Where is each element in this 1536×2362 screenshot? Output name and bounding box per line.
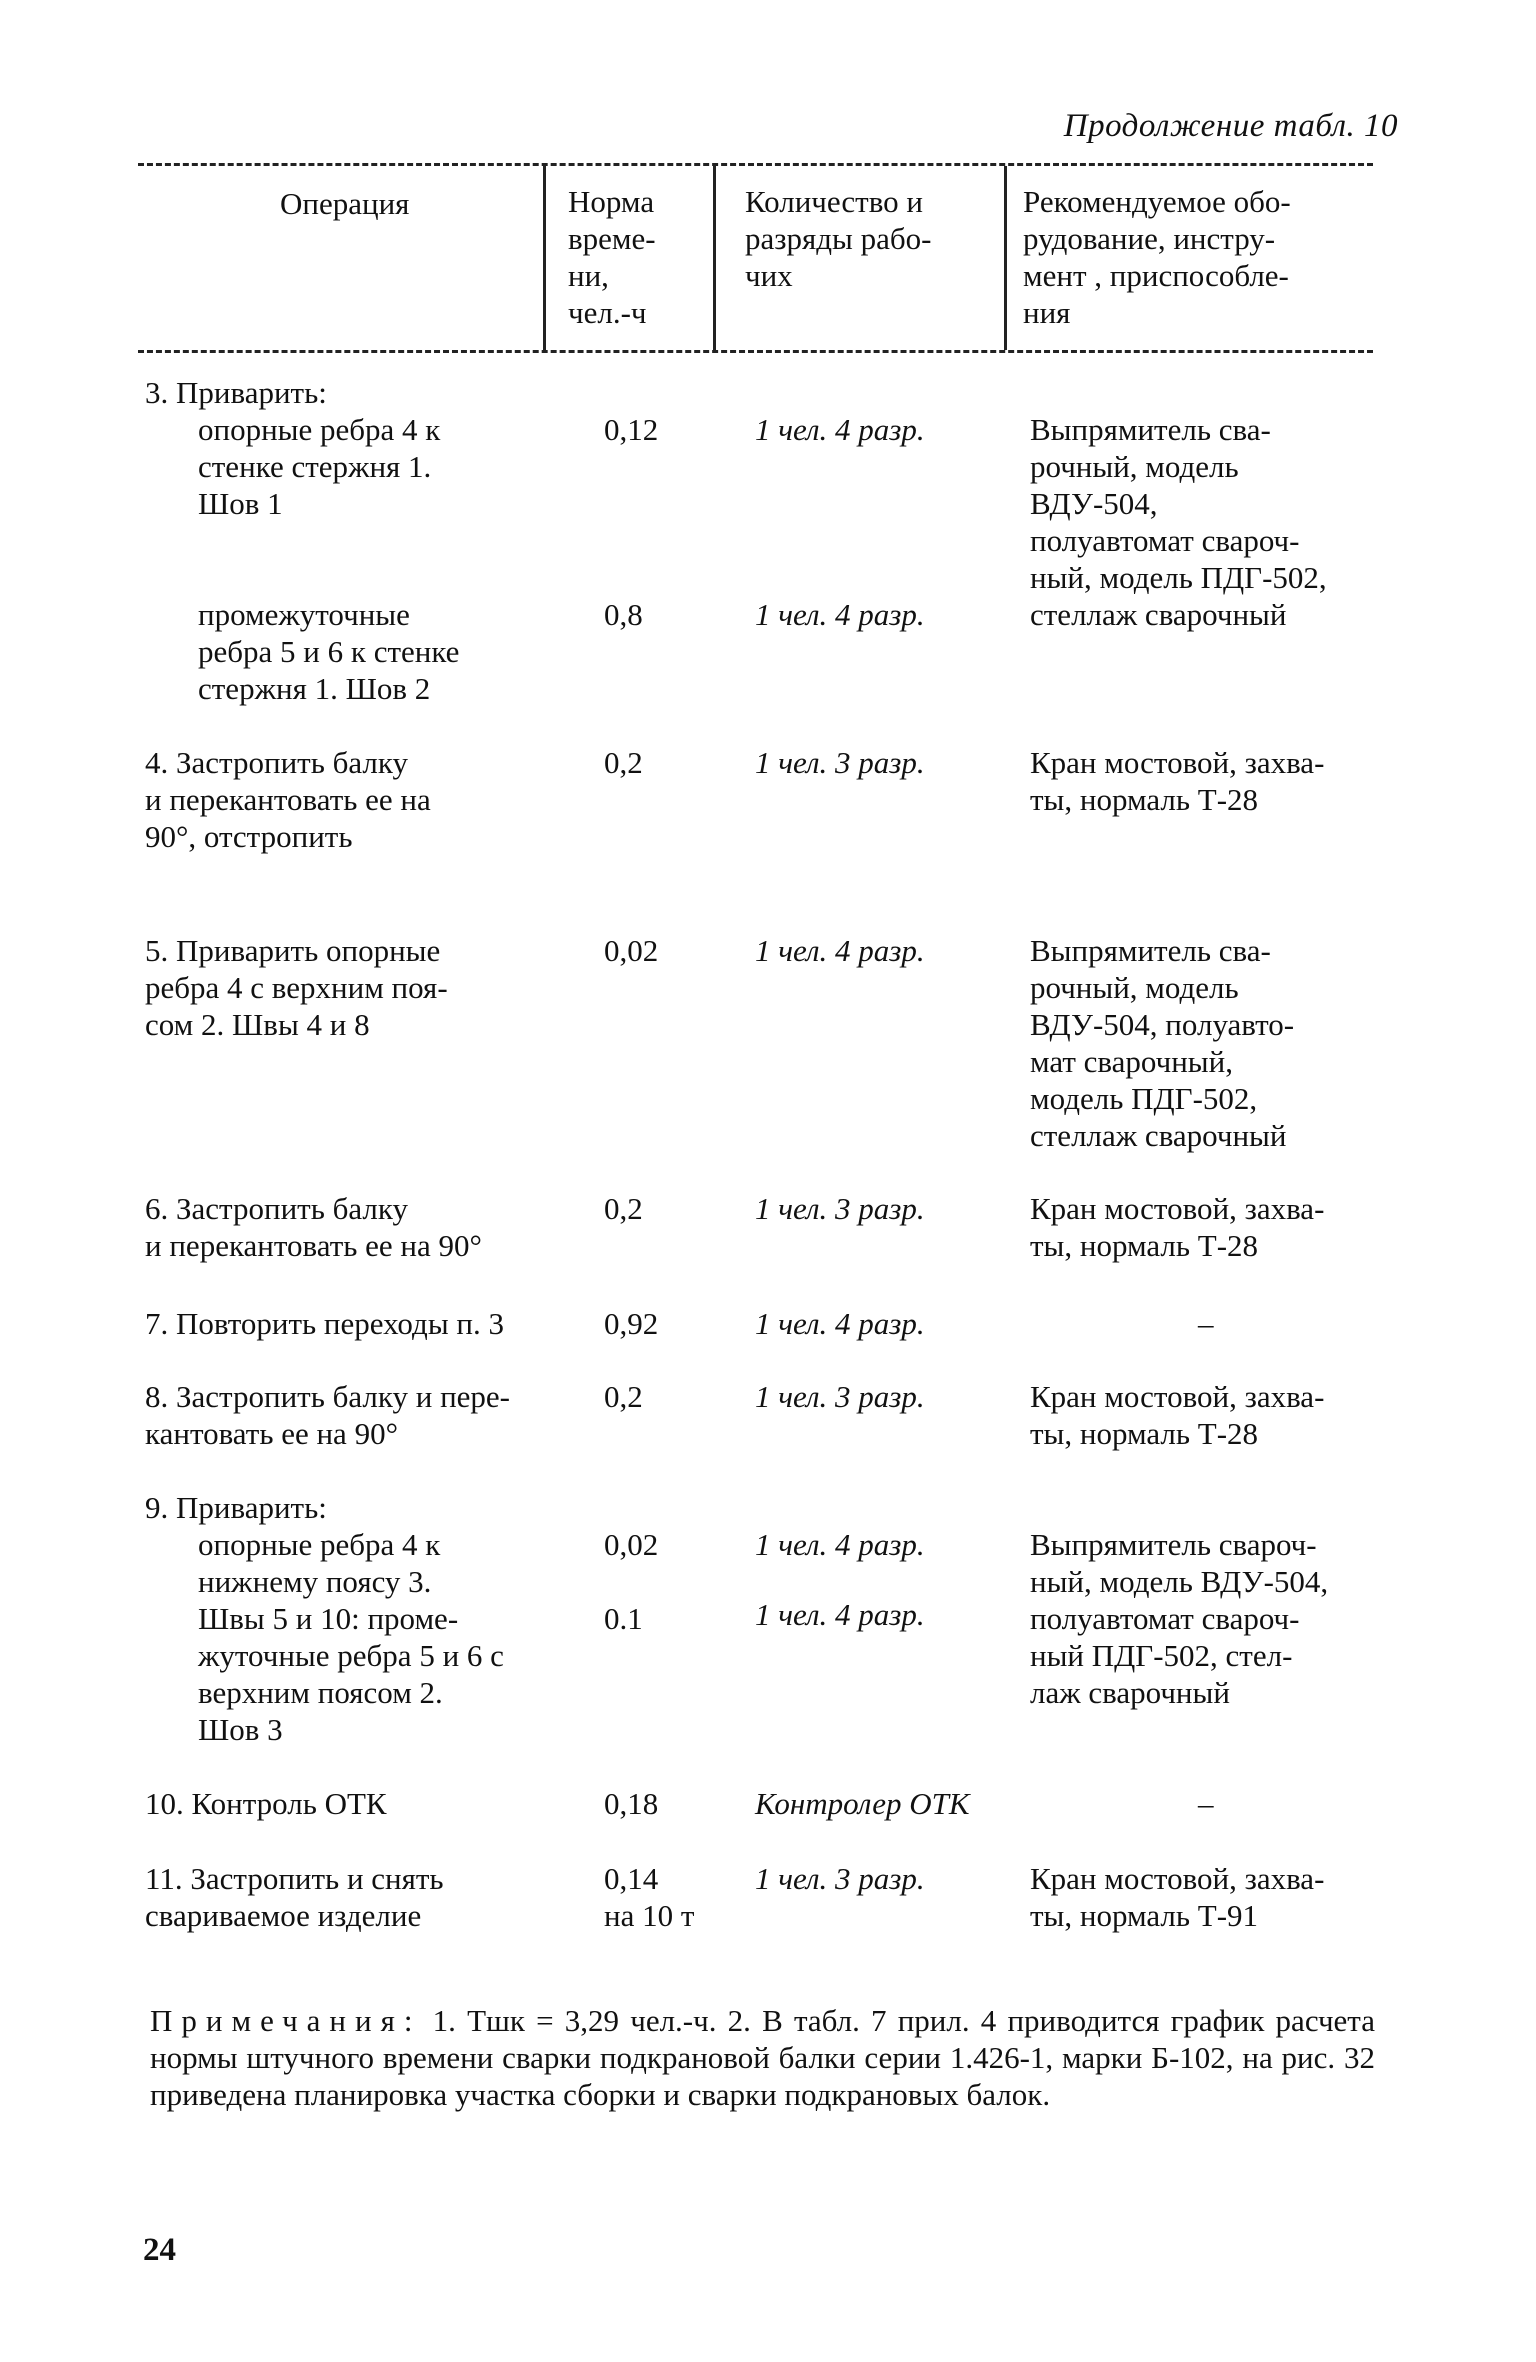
row-4-equipment: Кран мостовой, захва- ты, нормаль Т-28 bbox=[1030, 745, 1325, 817]
header-norm: Норма време- ни, чел.-ч bbox=[568, 184, 656, 330]
row-7-equipment: – bbox=[1198, 1306, 1214, 1341]
row-3-quantity-a: 1 чел. 4 разр. bbox=[755, 412, 925, 447]
header-equipment: Рекомендуемое обо- рудование, инстру- мент , приспособле- ния bbox=[1023, 184, 1291, 330]
row-3-quantity-b: 1 чел. 4 разр. bbox=[755, 597, 925, 632]
row-4-norm: 0,2 bbox=[604, 745, 643, 780]
notes-text: 1. Тшк = 3,29 чел.-ч. 2. В табл. 7 прил. 4 приводится график расчета нормы штучного времени сварки подкрановой балки серии 1.426-1, марки Б-102, на рис. 32 приведена планировка участка сборки и сварки подкрановых балок. bbox=[150, 2003, 1375, 2112]
table-continuation-label: Продолжение табл. 10 bbox=[1063, 108, 1398, 144]
row-9-operation-heading: 9. Приварить: bbox=[145, 1490, 327, 1525]
row-6-quantity: 1 чел. 3 разр. bbox=[755, 1191, 925, 1226]
row-3-norm-a: 0,12 bbox=[604, 412, 659, 447]
row-9-norm-b: 0.1 bbox=[604, 1601, 643, 1636]
row-4-quantity: 1 чел. 3 разр. bbox=[755, 745, 925, 780]
row-5-quantity: 1 чел. 4 разр. bbox=[755, 933, 925, 968]
header-divider bbox=[543, 166, 546, 350]
row-3-equipment: Выпрямитель сва- рочный, модель ВДУ-504, полуавтомат свароч- ный, модель ПДГ-502, стеллаж сварочный bbox=[1030, 412, 1327, 632]
row-3-operation-heading: 3. Приварить: bbox=[145, 375, 327, 410]
table-header-bottom-rule bbox=[138, 350, 1373, 353]
header-quantity: Количество и разряды рабо- чих bbox=[745, 184, 932, 293]
row-10-norm: 0,18 bbox=[604, 1786, 659, 1821]
row-4-operation: 4. Застропить балку и перекантовать ее на 90°, отстропить bbox=[145, 745, 431, 854]
row-5-equipment: Выпрямитель сва- рочный, модель ВДУ-504, полуавто- мат сварочный, модель ПДГ-502, стеллаж сварочный bbox=[1030, 933, 1295, 1153]
row-3-norm-b: 0,8 bbox=[604, 597, 643, 632]
row-8-quantity: 1 чел. 3 разр. bbox=[755, 1379, 925, 1414]
header-divider bbox=[713, 166, 716, 350]
row-9-quantity-a: 1 чел. 4 разр. bbox=[755, 1527, 925, 1562]
table-notes bbox=[150, 2002, 1375, 2113]
row-7-quantity: 1 чел. 4 разр. bbox=[755, 1306, 925, 1341]
row-11-equipment: Кран мостовой, захва- ты, нормаль Т-91 bbox=[1030, 1861, 1325, 1933]
row-3-operation-a: опорные ребра 4 к стенке стержня 1. Шов 1 bbox=[198, 412, 441, 521]
table-top-rule bbox=[138, 163, 1373, 166]
row-9-operation: опорные ребра 4 к нижнему поясу 3. Швы 5 и 10: проме- жуточные ребра 5 и 6 с верхним поясом 2. Шов 3 bbox=[198, 1527, 504, 1747]
page-number: 24 bbox=[143, 2232, 176, 2268]
notes-lead: Примечания: bbox=[150, 2003, 422, 2038]
row-5-norm: 0,02 bbox=[604, 933, 659, 968]
row-6-equipment: Кран мостовой, захва- ты, нормаль Т-28 bbox=[1030, 1191, 1325, 1263]
header-operation: Операция bbox=[280, 186, 410, 221]
row-5-operation: 5. Приварить опорные ребра 4 с верхним поя- сом 2. Швы 4 и 8 bbox=[145, 933, 448, 1042]
row-9-norm-a: 0,02 bbox=[604, 1527, 659, 1562]
row-10-quantity: Контролер ОТК bbox=[755, 1786, 970, 1821]
row-11-operation: 11. Застропить и снять свариваемое изделие bbox=[145, 1861, 444, 1933]
row-8-equipment: Кран мостовой, захва- ты, нормаль Т-28 bbox=[1030, 1379, 1325, 1451]
row-8-operation: 8. Застропить балку и пере- кантовать ее на 90° bbox=[145, 1379, 511, 1451]
row-10-operation: 10. Контроль ОТК bbox=[145, 1786, 387, 1821]
row-11-quantity: 1 чел. 3 разр. bbox=[755, 1861, 925, 1896]
row-11-norm: 0,14 на 10 т bbox=[604, 1861, 695, 1933]
row-9-equipment: Выпрямитель свароч- ный, модель ВДУ-504, полуавтомат свароч- ный ПДГ-502, стел- лаж сварочный bbox=[1030, 1527, 1329, 1710]
header-divider bbox=[1004, 166, 1007, 350]
row-6-operation: 6. Застропить балку и перекантовать ее на 90° bbox=[145, 1191, 482, 1263]
row-8-norm: 0,2 bbox=[604, 1379, 643, 1414]
row-6-norm: 0,2 bbox=[604, 1191, 643, 1226]
row-10-equipment: – bbox=[1198, 1786, 1214, 1821]
row-7-operation: 7. Повторить переходы п. 3 bbox=[145, 1306, 504, 1341]
row-9-quantity-b: 1 чел. 4 разр. bbox=[755, 1597, 925, 1632]
row-3-operation-b: промежуточные ребра 5 и 6 к стенке стержня 1. Шов 2 bbox=[198, 597, 460, 706]
row-7-norm: 0,92 bbox=[604, 1306, 659, 1341]
